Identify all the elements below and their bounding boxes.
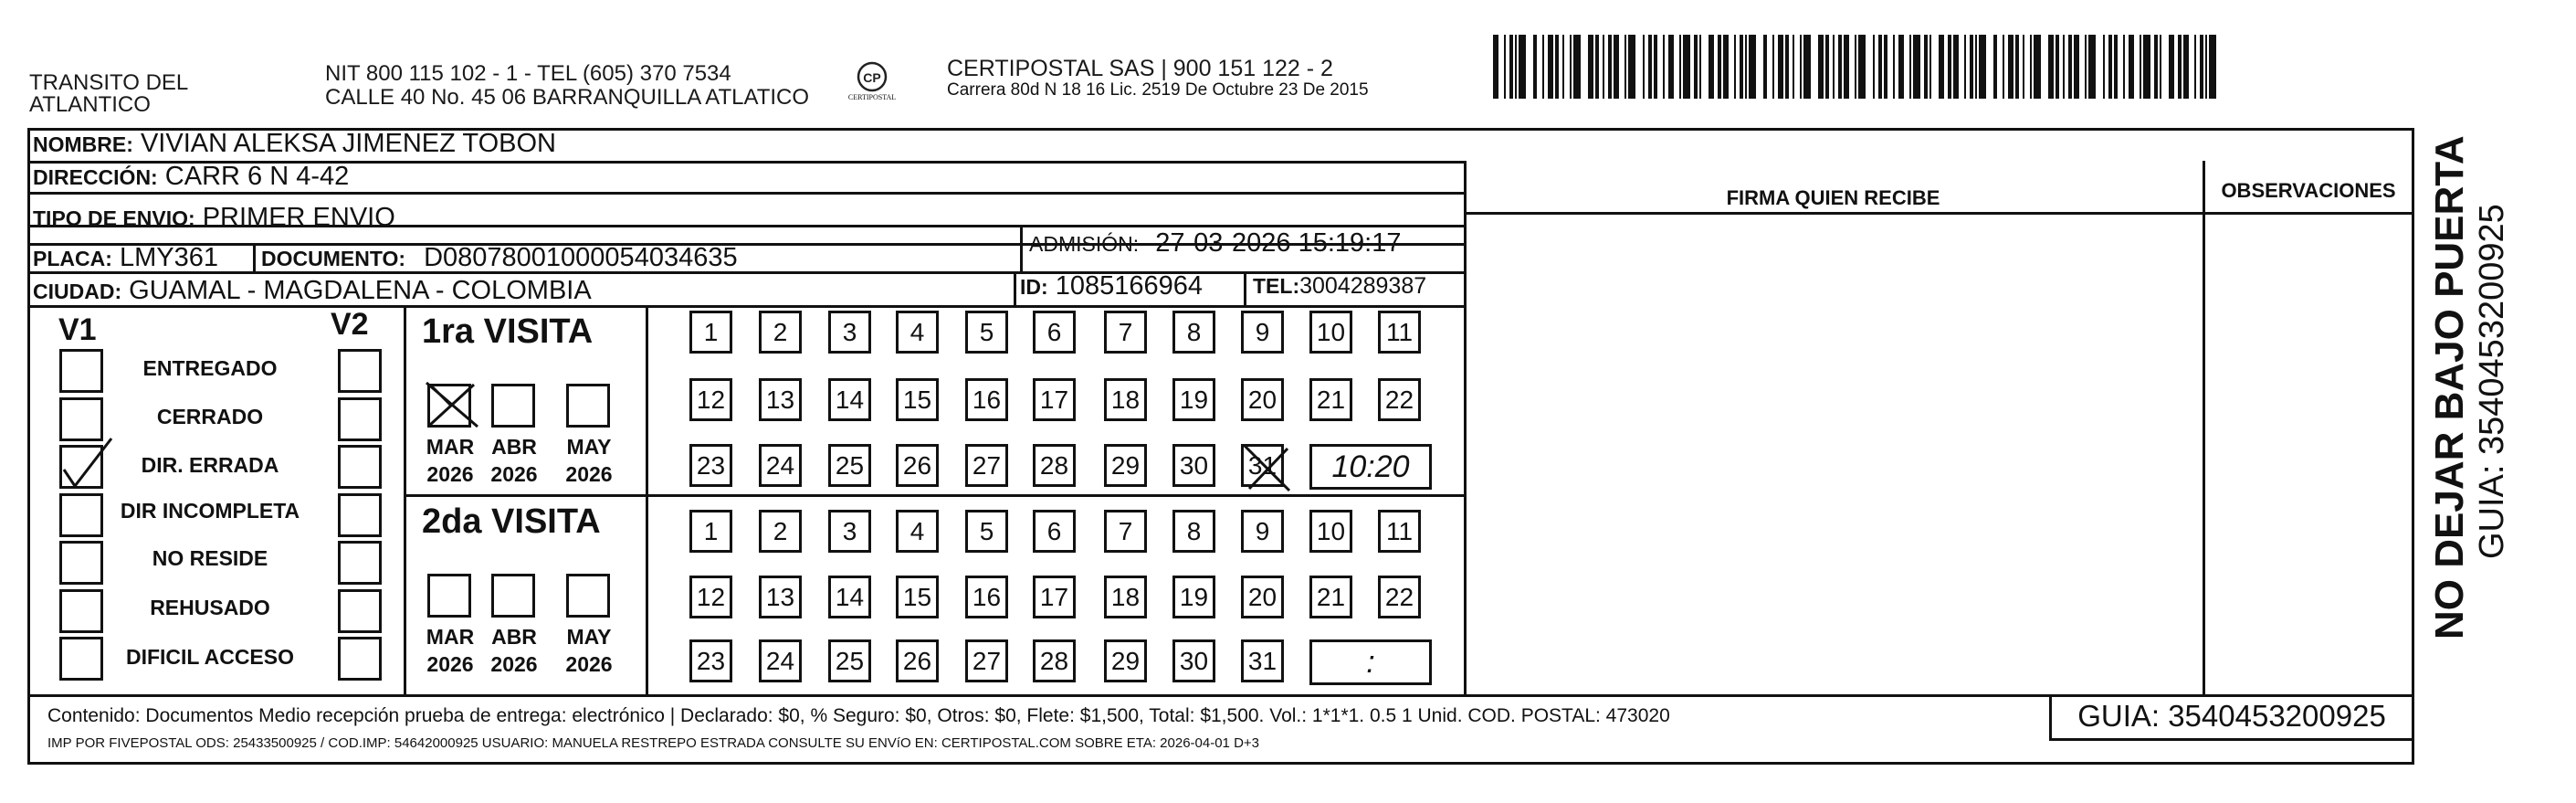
company-address: Carrera 80d N 18 16 Lic. 2519 De Octubre 23 De 2015 — [947, 80, 1369, 100]
day-box[interactable]: 30 — [1172, 444, 1215, 487]
barcode-bar — [1694, 35, 1698, 99]
barcode-bar — [1924, 35, 1928, 99]
barcode-bar — [2114, 35, 2118, 99]
day-box[interactable]: 5 — [965, 311, 1008, 354]
field-ciudad — [33, 276, 592, 306]
time-box[interactable]: 10:20 — [1309, 444, 1432, 490]
imp-text: IMP POR FIVEPOSTAL ODS: 25433500925 / COD.IMP: 54642000925 USUARIO: MANUELA RESTREPO ESTRADA CONSULTE SU ENVíO EN: CERTIPOSTAL.COM SOBRE ETA: 2026-04-01 D+3 — [47, 735, 1260, 751]
field-placa — [33, 243, 218, 273]
v2-checkbox[interactable] — [338, 349, 382, 393]
day-box[interactable]: 29 — [1104, 639, 1147, 682]
day-box[interactable]: 1 — [689, 311, 732, 354]
day-box[interactable]: 26 — [896, 444, 939, 487]
day-box[interactable]: 11 — [1378, 311, 1421, 354]
barcode-bar — [1763, 35, 1767, 99]
barcode-bar — [1683, 35, 1690, 99]
cross-mark-icon — [423, 379, 496, 434]
v2-checkbox[interactable] — [338, 397, 382, 441]
month-label: ABR — [491, 435, 537, 459]
issuer-nit: NIT 800 115 102 - 1 - TEL (605) 370 7534 — [325, 61, 731, 86]
barcode-bar — [1663, 35, 1665, 99]
year-label: 2026 — [490, 652, 538, 676]
field-tel — [1253, 271, 1426, 301]
barcode-bar — [2003, 35, 2004, 99]
ciudad-label: CIUDAD: — [33, 280, 122, 303]
day-box[interactable]: 8 — [1172, 510, 1215, 553]
field-admision — [1029, 228, 1401, 259]
barcode-bar — [1648, 35, 1652, 99]
barcode-bar — [1884, 35, 1887, 99]
v2-checkbox[interactable] — [338, 541, 382, 585]
day-box[interactable]: 7 — [1104, 510, 1147, 553]
barcode-bar — [1893, 35, 1895, 99]
barcode-bar — [1643, 35, 1645, 99]
v2-checkbox[interactable] — [338, 589, 382, 633]
admision-value: 27-03-2026 15:19:17 — [1155, 228, 1402, 258]
day-box[interactable]: 31 — [1241, 639, 1284, 682]
day-box[interactable]: 15 — [896, 378, 939, 421]
barcode-bar — [2108, 35, 2112, 99]
barcode-bar — [1624, 35, 1626, 99]
visit-title: 2da VISITA — [422, 502, 601, 541]
status-label: DIR INCOMPLETA — [120, 499, 300, 523]
v2-label: V2 — [331, 307, 369, 342]
barcode-bar — [1793, 35, 1794, 99]
barcode-bar — [2169, 35, 2174, 99]
day-box[interactable]: 10 — [1309, 311, 1352, 354]
status-label: REHUSADO — [150, 596, 270, 619]
tel-label: TEL: — [1253, 274, 1300, 298]
day-box[interactable]: 25 — [828, 639, 871, 682]
day-box[interactable]: 24 — [759, 444, 802, 487]
barcode-bar — [1975, 35, 1977, 99]
direccion-label: DIRECCIÓN: — [33, 165, 158, 189]
barcode-bar — [2015, 35, 2019, 99]
status-label: DIFICIL ACCESO — [125, 645, 294, 669]
barcode-bar — [2074, 35, 2079, 99]
barcode-bar — [2178, 35, 2182, 99]
v1-checkbox[interactable] — [59, 541, 103, 585]
status-label: ENTREGADO — [142, 356, 278, 380]
day-box[interactable]: 13 — [759, 576, 802, 618]
barcode-bar — [2023, 35, 2024, 99]
barcode-bar — [1800, 35, 1802, 99]
v1-checkbox[interactable] — [59, 445, 103, 489]
barcode-bar — [1855, 35, 1856, 99]
day-box[interactable]: 3 — [828, 510, 871, 553]
month-checkbox[interactable] — [566, 384, 610, 428]
field-tipo-envio — [33, 203, 395, 233]
barcode-bar — [1718, 35, 1721, 99]
day-box[interactable]: 16 — [965, 576, 1008, 618]
day-box[interactable]: 8 — [1172, 311, 1215, 354]
barcode-bar — [1909, 35, 1911, 99]
nombre-value: VIVIAN ALEKSA JIMENEZ TOBON — [140, 129, 556, 158]
year-label: 2026 — [426, 462, 474, 486]
day-box[interactable]: 2 — [759, 311, 802, 354]
barcode-bar — [1628, 35, 1635, 99]
barcode-bar — [1979, 35, 1986, 99]
documento-value: D08078001000054034635 — [424, 243, 738, 272]
barcode-bar — [2063, 35, 2065, 99]
id-value: 1085166964 — [1055, 271, 1204, 301]
barcode-bar — [1603, 35, 1604, 99]
v1-checkbox[interactable] — [59, 589, 103, 633]
no-dejar-bajo-puerta: NO DEJAR BAJO PUERTA — [2427, 135, 2472, 639]
barcode-bar — [2085, 35, 2087, 99]
barcode-bar — [1570, 35, 1572, 99]
day-box[interactable]: 9 — [1241, 510, 1284, 553]
barcode — [1493, 35, 2222, 99]
admision-label: ADMISIÓN: — [1029, 232, 1140, 256]
day-box[interactable]: 18 — [1104, 576, 1147, 618]
barcode-bar — [1504, 35, 1506, 99]
barcode-bar — [1595, 35, 1599, 99]
v1-checkbox[interactable] — [59, 349, 103, 393]
firma-header: FIRMA QUIEN RECIBE — [1726, 186, 1940, 209]
tel-value: 3004289387 — [1299, 273, 1427, 299]
month-checkbox[interactable] — [491, 574, 535, 618]
day-box[interactable]: 19 — [1172, 378, 1215, 421]
barcode-bar — [1844, 35, 1849, 99]
day-box[interactable]: 22 — [1378, 378, 1421, 421]
month-label: MAY — [566, 625, 612, 649]
day-box[interactable]: 28 — [1033, 444, 1076, 487]
time-box[interactable]: : — [1309, 639, 1432, 685]
barcode-bar — [1858, 35, 1866, 99]
day-box[interactable]: 25 — [828, 444, 871, 487]
id-label: ID: — [1020, 275, 1048, 299]
barcode-bar — [1608, 35, 1612, 99]
nombre-label: NOMBRE: — [33, 132, 133, 156]
barcode-bar — [1745, 35, 1747, 99]
day-box[interactable]: 5 — [965, 510, 1008, 553]
day-box[interactable]: 14 — [828, 378, 871, 421]
company-name: CERTIPOSTAL SAS | 900 151 122 - 2 — [947, 56, 1333, 81]
v1-checkbox[interactable] — [59, 637, 103, 681]
barcode-bar — [1898, 35, 1904, 99]
barcode-bar — [1785, 35, 1789, 99]
day-box[interactable]: 13 — [759, 378, 802, 421]
barcode-bar — [2103, 35, 2105, 99]
barcode-bar — [1548, 35, 1553, 99]
day-box[interactable]: 14 — [828, 576, 871, 618]
barcode-bar — [2008, 35, 2013, 99]
day-box[interactable]: 4 — [896, 510, 939, 553]
visit-title: 1ra VISITA — [422, 312, 594, 351]
month-checkbox[interactable] — [427, 574, 471, 618]
field-direccion — [33, 162, 349, 192]
day-box[interactable]: 27 — [965, 639, 1008, 682]
barcode-bar — [1699, 35, 1701, 99]
barcode-bar — [2140, 35, 2141, 99]
day-box[interactable]: 20 — [1241, 378, 1284, 421]
barcode-bar — [1970, 35, 1973, 99]
tipo-value: PRIMER ENVIO — [202, 203, 395, 232]
day-box[interactable]: 21 — [1309, 576, 1352, 618]
day-box[interactable]: 24 — [759, 639, 802, 682]
day-box[interactable]: 17 — [1033, 576, 1076, 618]
field-nombre — [33, 129, 556, 159]
barcode-bar — [1833, 35, 1835, 99]
barcode-bar — [1803, 35, 1811, 99]
barcode-bar — [1509, 35, 1513, 99]
barcode-bar — [2160, 35, 2161, 99]
placa-value: LMY361 — [119, 243, 218, 272]
barcode-bar — [1778, 35, 1783, 99]
barcode-bar — [1838, 35, 1842, 99]
svg-text:CP: CP — [863, 70, 881, 85]
barcode-bar — [2088, 35, 2096, 99]
barcode-bar — [2200, 35, 2203, 99]
field-documento — [261, 243, 738, 273]
footer-guia: GUIA: 3540453200925 — [2077, 699, 2386, 733]
day-box[interactable]: 12 — [689, 378, 732, 421]
day-box[interactable]: 4 — [896, 311, 939, 354]
certipostal-logo — [845, 58, 899, 110]
month-label: MAR — [426, 625, 475, 649]
barcode-bar — [1740, 35, 1743, 99]
day-box[interactable]: 16 — [965, 378, 1008, 421]
barcode-bar — [1818, 35, 1824, 99]
barcode-bar — [1953, 35, 1959, 99]
year-label: 2026 — [565, 462, 613, 486]
barcode-bar — [2194, 35, 2196, 99]
documento-label: DOCUMENTO: — [261, 247, 406, 270]
barcode-bar — [2143, 35, 2150, 99]
barcode-bar — [1709, 35, 1714, 99]
day-box[interactable]: 6 — [1033, 311, 1076, 354]
issuer-name-line2: ATLANTICO — [29, 92, 151, 117]
barcode-bar — [1654, 35, 1657, 99]
barcode-bar — [1964, 35, 1966, 99]
v2-checkbox[interactable] — [338, 637, 382, 681]
barcode-bar — [1913, 35, 1920, 99]
side-guia: GUIA: 3540453200925 — [2473, 204, 2511, 559]
day-box[interactable]: 3 — [828, 311, 871, 354]
barcode-bar — [1939, 35, 1944, 99]
barcode-bar — [1749, 35, 1756, 99]
day-box[interactable]: 26 — [896, 639, 939, 682]
barcode-bar — [1562, 35, 1564, 99]
logo-caption: CERTIPOSTAL — [847, 93, 897, 101]
day-box[interactable]: 21 — [1309, 378, 1352, 421]
day-box[interactable]: 10 — [1309, 510, 1352, 553]
cross-mark-icon — [1238, 439, 1295, 507]
month-checkbox[interactable] — [566, 574, 610, 618]
barcode-bar — [2205, 35, 2207, 99]
day-box[interactable]: 30 — [1172, 639, 1215, 682]
barcode-bar — [1948, 35, 1951, 99]
barcode-bar — [1542, 35, 1544, 99]
barcode-bar — [1515, 35, 1517, 99]
day-box[interactable]: 15 — [896, 576, 939, 618]
day-box[interactable]: 28 — [1033, 639, 1076, 682]
year-label: 2026 — [565, 652, 613, 676]
barcode-bar — [2154, 35, 2158, 99]
month-checkbox[interactable] — [491, 384, 535, 428]
day-box[interactable]: 11 — [1378, 510, 1421, 553]
barcode-bar — [1929, 35, 1931, 99]
barcode-bar — [1723, 35, 1729, 99]
barcode-bar — [1533, 35, 1537, 99]
barcode-bar — [2068, 35, 2072, 99]
barcode-bar — [1588, 35, 1593, 99]
day-box[interactable]: 27 — [965, 444, 1008, 487]
month-checkbox[interactable] — [427, 384, 471, 428]
v2-checkbox[interactable] — [338, 445, 382, 489]
ciudad-value: GUAMAL - MAGDALENA - COLOMBIA — [129, 276, 592, 305]
month-label: MAR — [426, 435, 475, 459]
barcode-bar — [2129, 35, 2134, 99]
barcode-bar — [1772, 35, 1774, 99]
status-label: CERRADO — [156, 405, 264, 428]
barcode-bar — [2048, 35, 2054, 99]
barcode-bar — [2209, 35, 2216, 99]
day-box[interactable]: 23 — [689, 444, 732, 487]
tipo-label: TIPO DE ENVIO: — [33, 206, 195, 230]
barcode-bar — [1679, 35, 1681, 99]
check-mark-icon — [58, 435, 122, 490]
day-box[interactable]: 19 — [1172, 576, 1215, 618]
direccion-value: CARR 6 N 4-42 — [164, 162, 350, 191]
barcode-bar — [1668, 35, 1674, 99]
day-box[interactable]: 12 — [689, 576, 732, 618]
barcode-bar — [1555, 35, 1559, 99]
v2-checkbox[interactable] — [338, 493, 382, 537]
day-box[interactable]: 20 — [1241, 576, 1284, 618]
day-box[interactable]: 29 — [1104, 444, 1147, 487]
day-box[interactable]: 22 — [1378, 576, 1421, 618]
day-box[interactable]: 1 — [689, 510, 732, 553]
day-box[interactable]: 23 — [689, 639, 732, 682]
observaciones-header: OBSERVACIONES — [2221, 179, 2396, 202]
barcode-bar — [2123, 35, 2125, 99]
field-id — [1020, 271, 1203, 301]
v1-label: V1 — [58, 312, 97, 347]
barcode-bar — [1878, 35, 1882, 99]
day-box[interactable]: 9 — [1241, 311, 1284, 354]
day-box[interactable]: 7 — [1104, 311, 1147, 354]
barcode-bar — [2183, 35, 2189, 99]
barcode-bar — [1493, 35, 1498, 99]
day-box[interactable]: 31 — [1241, 444, 1284, 487]
barcode-bar — [1873, 35, 1875, 99]
day-box[interactable]: 18 — [1104, 378, 1147, 421]
day-box[interactable]: 17 — [1033, 378, 1076, 421]
day-box[interactable]: 2 — [759, 510, 802, 553]
year-label: 2026 — [426, 652, 474, 676]
barcode-bar — [1573, 35, 1581, 99]
month-label: MAY — [566, 435, 612, 459]
barcode-bar — [1614, 35, 1619, 99]
barcode-bar — [2056, 35, 2059, 99]
barcode-bar — [1519, 35, 1526, 99]
barcode-bar — [1993, 35, 1997, 99]
barcode-bar — [2034, 35, 2041, 99]
day-box[interactable]: 6 — [1033, 510, 1076, 553]
issuer-name-line1: TRANSITO DEL — [29, 70, 189, 95]
year-label: 2026 — [490, 462, 538, 486]
issuer-address: CALLE 40 No. 45 06 BARRANQUILLA ATLATICO — [325, 85, 810, 110]
barcode-bar — [1825, 35, 1829, 99]
status-label: DIR. ERRADA — [141, 453, 279, 477]
month-label: ABR — [491, 625, 537, 649]
barcode-bar — [2030, 35, 2032, 99]
v1-checkbox[interactable] — [59, 493, 103, 537]
status-label: NO RESIDE — [152, 546, 268, 570]
barcode-bar — [1734, 35, 1736, 99]
placa-label: PLACA: — [33, 247, 112, 270]
contenido-text: Contenido: Documentos Medio recepción prueba de entrega: electrónico | Declarado: $0, % Seguro: $0, Otros: $0, Flete: $1,500, Total: $1,500. Vol.: 1*1*1. 0.5 1 Unid. COD. POSTAL: 473020 — [47, 705, 1670, 726]
